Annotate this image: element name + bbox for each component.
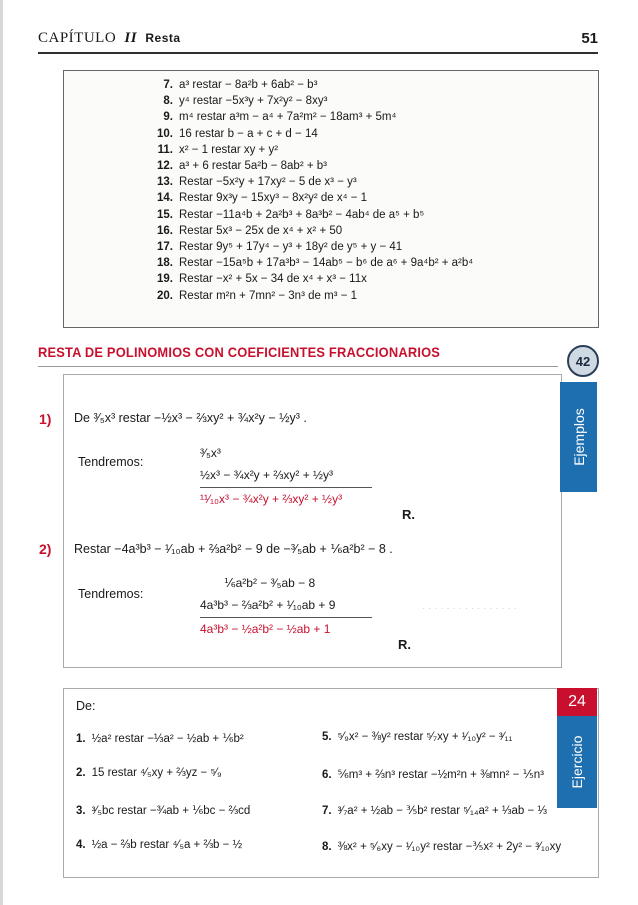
example-1-R: R. xyxy=(402,507,415,522)
ejercicio-item-number: 8. xyxy=(322,841,332,853)
chapter-subject: Resta xyxy=(145,31,181,45)
example-1-statement: De ³⁄₅x³ restar −½x³ − ⅔xy² + ¾x²y − ½y³ . xyxy=(74,411,307,425)
exercise-item xyxy=(147,142,473,158)
exercise-list-box xyxy=(63,70,599,328)
ejercicio-label: Ejercicio xyxy=(569,735,585,789)
chapter-number: II xyxy=(124,30,138,46)
example-1-work xyxy=(200,445,342,507)
ejercicio-item-text: ⁵⁄₉x² − ⅜y² restar ⁵⁄₇xy + ¹⁄₁₀y² − ³⁄₁₁ xyxy=(337,731,513,743)
exercise-item xyxy=(147,126,473,142)
exercise-list xyxy=(147,77,473,304)
background-faint-text: · · · · · · · · · · · · · · · · xyxy=(422,603,517,614)
example-1-result: ¹¹⁄₁₀x³ − ¾x²y + ⅔xy² + ½y³ xyxy=(200,492,343,506)
example-2-line-2: 4a³b³ − ⅔a²b² + ¹⁄₁₀ab + 9 xyxy=(200,598,336,612)
section-rule xyxy=(38,366,558,367)
example-1-sum-rule xyxy=(200,487,372,488)
ejercicio-de: De: xyxy=(76,699,96,713)
ejercicio-item-number: 5. xyxy=(322,731,332,743)
section-title: RESTA DE POLINOMIOS CON COEFICIENTES FRACCIONARIOS xyxy=(38,344,441,360)
exercise-text: Restar −11a⁴b + 2a²b³ + 8a³b² − 4ab⁴ de a⁵ + b⁵ xyxy=(179,208,425,221)
exercise-item xyxy=(147,223,473,239)
exercise-text: 16 restar b − a + c + d − 14 xyxy=(179,127,318,140)
ejercicio-item-number: 4. xyxy=(76,839,86,851)
page-number: 51 xyxy=(581,30,598,47)
ejercicio-item-text: 15 restar ⁴⁄₅xy + ⅔yz − ⁵⁄₉ xyxy=(91,767,222,779)
exercise-item xyxy=(147,271,473,287)
exercise-text: y⁴ restar −5x³y + 7x²y² − 8xy³ xyxy=(179,95,328,108)
ejemplos-tab xyxy=(560,382,597,492)
example-1-tendremos: Tendremos: xyxy=(78,455,144,469)
example-1-line-2: ½x³ − ¾x²y + ⅔xy² + ½y³ xyxy=(200,468,334,482)
exercise-text: Restar 5x³ − 25x de x⁴ + x² + 50 xyxy=(179,224,343,237)
example-2-result: 4a³b³ − ½a²b² − ½ab + 1 xyxy=(200,622,331,636)
section-badge: 42 xyxy=(567,345,599,377)
ejercicio-item xyxy=(76,839,242,851)
ejercicio-item xyxy=(322,767,544,781)
example-2-line-1: ⅙a²b² − ³⁄₅ab − 8 xyxy=(224,576,316,590)
ejercicio-item-number: 6. xyxy=(322,769,332,781)
page-header xyxy=(38,28,598,50)
exercise-item xyxy=(147,174,473,190)
exercise-number: 9. xyxy=(163,111,173,124)
exercise-number: 11. xyxy=(157,143,173,156)
example-2-statement: Restar −4a³b³ − ¹⁄₁₀ab + ⅔a²b² − 9 de −³⁄₅ab + ⅙a²b² − 8 . xyxy=(74,542,393,556)
ejercicio-item-number: 3. xyxy=(76,805,86,817)
example-1-number: 1) xyxy=(39,411,52,427)
exercise-text: Restar 9y⁵ + 17y⁴ − y³ + 18y² de y⁵ + y − 41 xyxy=(179,241,403,254)
exercise-item xyxy=(147,288,473,304)
ejercicio-badge: 24 xyxy=(557,688,597,716)
ejercicio-item-text: ½a² restar −⅓a² − ½ab + ⅙b² xyxy=(91,733,244,745)
ejercicio-item xyxy=(76,731,244,745)
exercise-number: 19. xyxy=(157,273,173,286)
example-2-work xyxy=(200,575,335,637)
example-2-number: 2) xyxy=(39,541,52,557)
ejercicio-box xyxy=(63,688,599,878)
examples-box xyxy=(39,374,562,668)
ejercicio-item xyxy=(76,767,222,779)
exercise-text: Restar −5x²y + 17xy² − 5 de x³ − y³ xyxy=(179,176,357,189)
chapter-heading xyxy=(38,30,181,47)
ejercicio-item-text: ³⁄₅bc restar −¾ab + ⅙bc − ⅔cd xyxy=(91,805,251,817)
ejemplos-label: Ejemplos xyxy=(570,408,587,466)
exercise-number: 13. xyxy=(157,176,173,189)
exercise-text: a³ + 6 restar 5a²b − 8ab² + b³ xyxy=(179,160,327,173)
ejercicio-item xyxy=(322,803,547,817)
ejercicio-item-text: ³⁄₇a² + ½ab − ⅗b² restar ⁵⁄₁₄a² + ⅓ab − ⅓ xyxy=(337,805,547,817)
exercise-item xyxy=(147,190,473,206)
exercise-item xyxy=(147,239,473,255)
exercise-text: Restar −15a⁵b + 17a³b³ − 14ab⁵ − b⁶ de a⁶ + 9a⁴b² + a²b⁴ xyxy=(179,257,474,270)
example-2-sum-rule xyxy=(200,617,372,618)
example-2-tendremos: Tendremos: xyxy=(78,587,144,601)
exercise-text: Restar m²n + 7mn² − 3n³ de m³ − 1 xyxy=(179,289,357,302)
exercise-number: 10. xyxy=(157,127,173,140)
exercise-item xyxy=(147,207,473,223)
exercise-number: 17. xyxy=(157,241,173,254)
ejercicio-item-number: 7. xyxy=(322,805,332,817)
page-edge xyxy=(0,0,3,905)
exercise-item xyxy=(147,255,473,271)
exercise-number: 16. xyxy=(157,224,173,237)
exercise-text: m⁴ restar a³m − a⁴ + 7a²m² − 18am³ + 5m⁴ xyxy=(179,111,397,124)
example-2-R: R. xyxy=(398,637,411,652)
ejercicio-tab xyxy=(557,716,597,808)
exercise-number: 15. xyxy=(157,208,173,221)
exercise-item xyxy=(147,77,473,93)
exercise-item xyxy=(147,158,473,174)
exercise-text: Restar −x² + 5x − 34 de x⁴ + x³ − 11x xyxy=(179,273,367,286)
exercise-text: x² − 1 restar xy + y² xyxy=(179,143,279,156)
ejercicio-item xyxy=(322,731,512,743)
ejercicio-item-text: ½a − ⅔b restar ⁴⁄₅a + ⅔b − ½ xyxy=(91,839,243,851)
ejercicio-item xyxy=(76,803,250,817)
exercise-number: 14. xyxy=(157,192,173,205)
exercise-number: 8. xyxy=(163,95,173,108)
ejercicio-item-text: ⅜x² + ⁵⁄₆xy − ¹⁄₁₀y² restar −⅗x² + 2y² − ³⁄₁₀xy xyxy=(337,841,562,853)
example-1-line-1: ³⁄₅x³ xyxy=(200,446,221,460)
exercise-number: 20. xyxy=(157,289,173,302)
exercise-item xyxy=(147,109,473,125)
ejercicio-item xyxy=(322,839,561,853)
exercise-number: 12. xyxy=(157,160,173,173)
exercise-item xyxy=(147,93,473,109)
exercise-text: Restar 9x³y − 15xy³ − 8x²y² de x⁴ − 1 xyxy=(179,192,368,205)
header-rule xyxy=(38,52,598,54)
exercise-text: a³ restar − 8a²b + 6ab² − b³ xyxy=(179,79,318,91)
ejercicio-item-number: 2. xyxy=(76,767,86,779)
ejercicio-item-number: 1. xyxy=(76,733,86,745)
chapter-label: CAPÍTULO xyxy=(38,30,117,46)
exercise-number: 18. xyxy=(157,257,173,270)
ejercicio-item-text: ⅚m³ + ⅔n³ restar −½m²n + ⅜mn² − ⅕n³ xyxy=(337,769,544,781)
exercise-number: 7. xyxy=(163,79,173,91)
